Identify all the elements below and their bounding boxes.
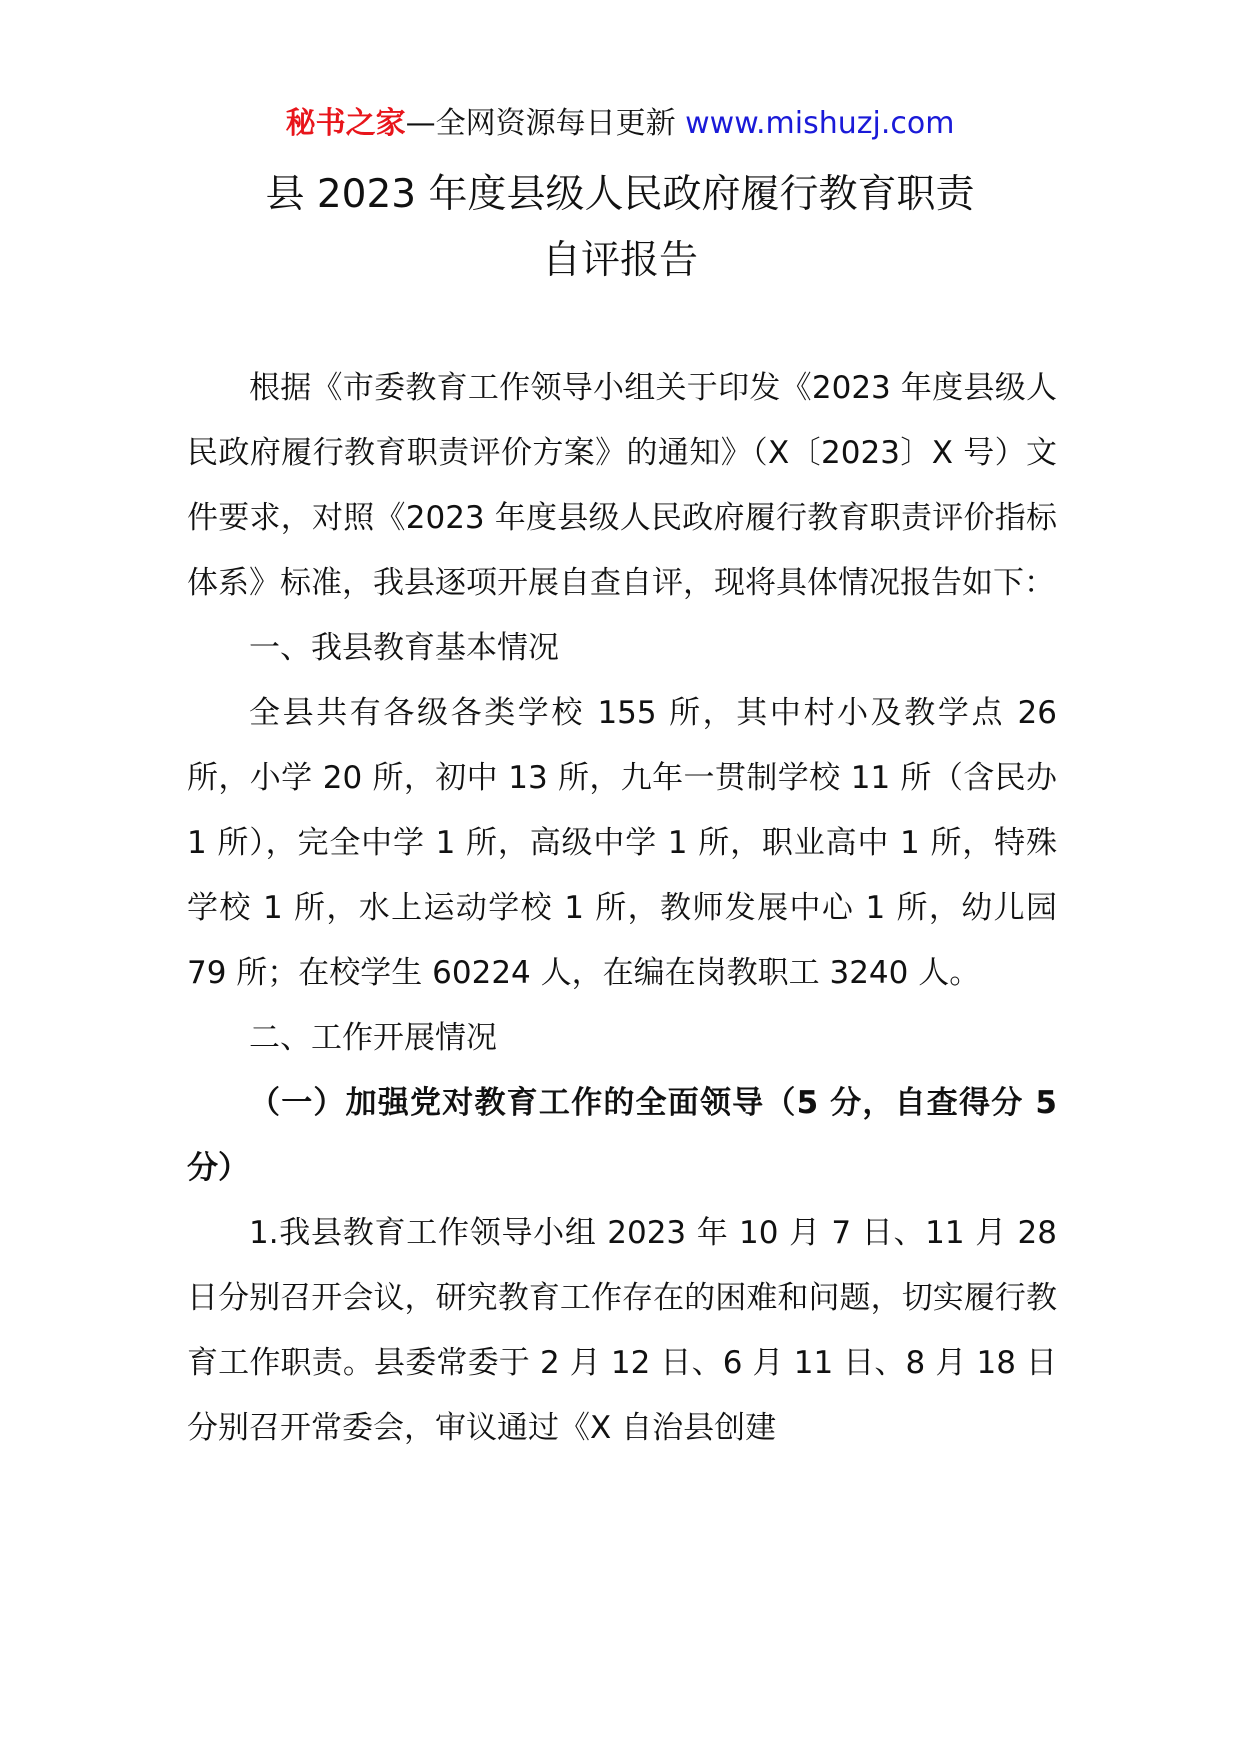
site-header <box>0 100 1240 148</box>
section-heading-2: 二、工作开展情况 <box>249 1020 497 1056</box>
title-line-1: 县 2023 年度县级人民政府履行教育职责 <box>265 172 975 217</box>
header-tagline: —全网资源每日更新 <box>405 106 686 141</box>
site-url-link[interactable]: www.mishuzj.com <box>685 106 955 141</box>
paragraph-item-1: 1.我县教育工作领导小组 2023 年 10 月 7 日、11 月 28 日分别召开会议，研究教育工作存在的困难和问题，切实履行教育工作职责。县委常委于 2 月 12 日、6 月 11 日、8 月 18 日分别召开常委会，审议通过《X 自治县创建 <box>187 1215 1057 1446</box>
document-body <box>187 356 1057 1461</box>
paragraph-intro: 根据《市委教育工作领导小组关于印发《2023 年度县级人民政府履行教育职责评价方案》的通知》（X〔2023〕X 号）文件要求，对照《2023 年度县级人民政府履行教育职责评价指标体系》标准，我县逐项开展自查自评，现将具体情况报告如下： <box>187 370 1057 601</box>
document-title <box>0 162 1240 294</box>
title-line-2: 自评报告 <box>541 238 698 283</box>
paragraph-basic-info: 全县共有各级各类学校 155 所，其中村小及教学点 26 所，小学 20 所，初中 13 所，九年一贯制学校 11 所（含民办 1 所），完全中学 1 所，高级中学 1 所，职业高中 1 所，特殊学校 1 所，水上运动学校 1 所，教师发展中心 1 所，幼儿园 79 所；在校学生 60224 人，在编在岗教职工 3240 人。 <box>187 695 1057 991</box>
section-heading-1: 一、我县教育基本情况 <box>249 630 559 666</box>
brand-name: 秘书之家 <box>285 106 406 141</box>
subsection-heading-1: （一）加强党对教育工作的全面领导（5 分，自查得分 5 分） <box>187 1085 1057 1186</box>
